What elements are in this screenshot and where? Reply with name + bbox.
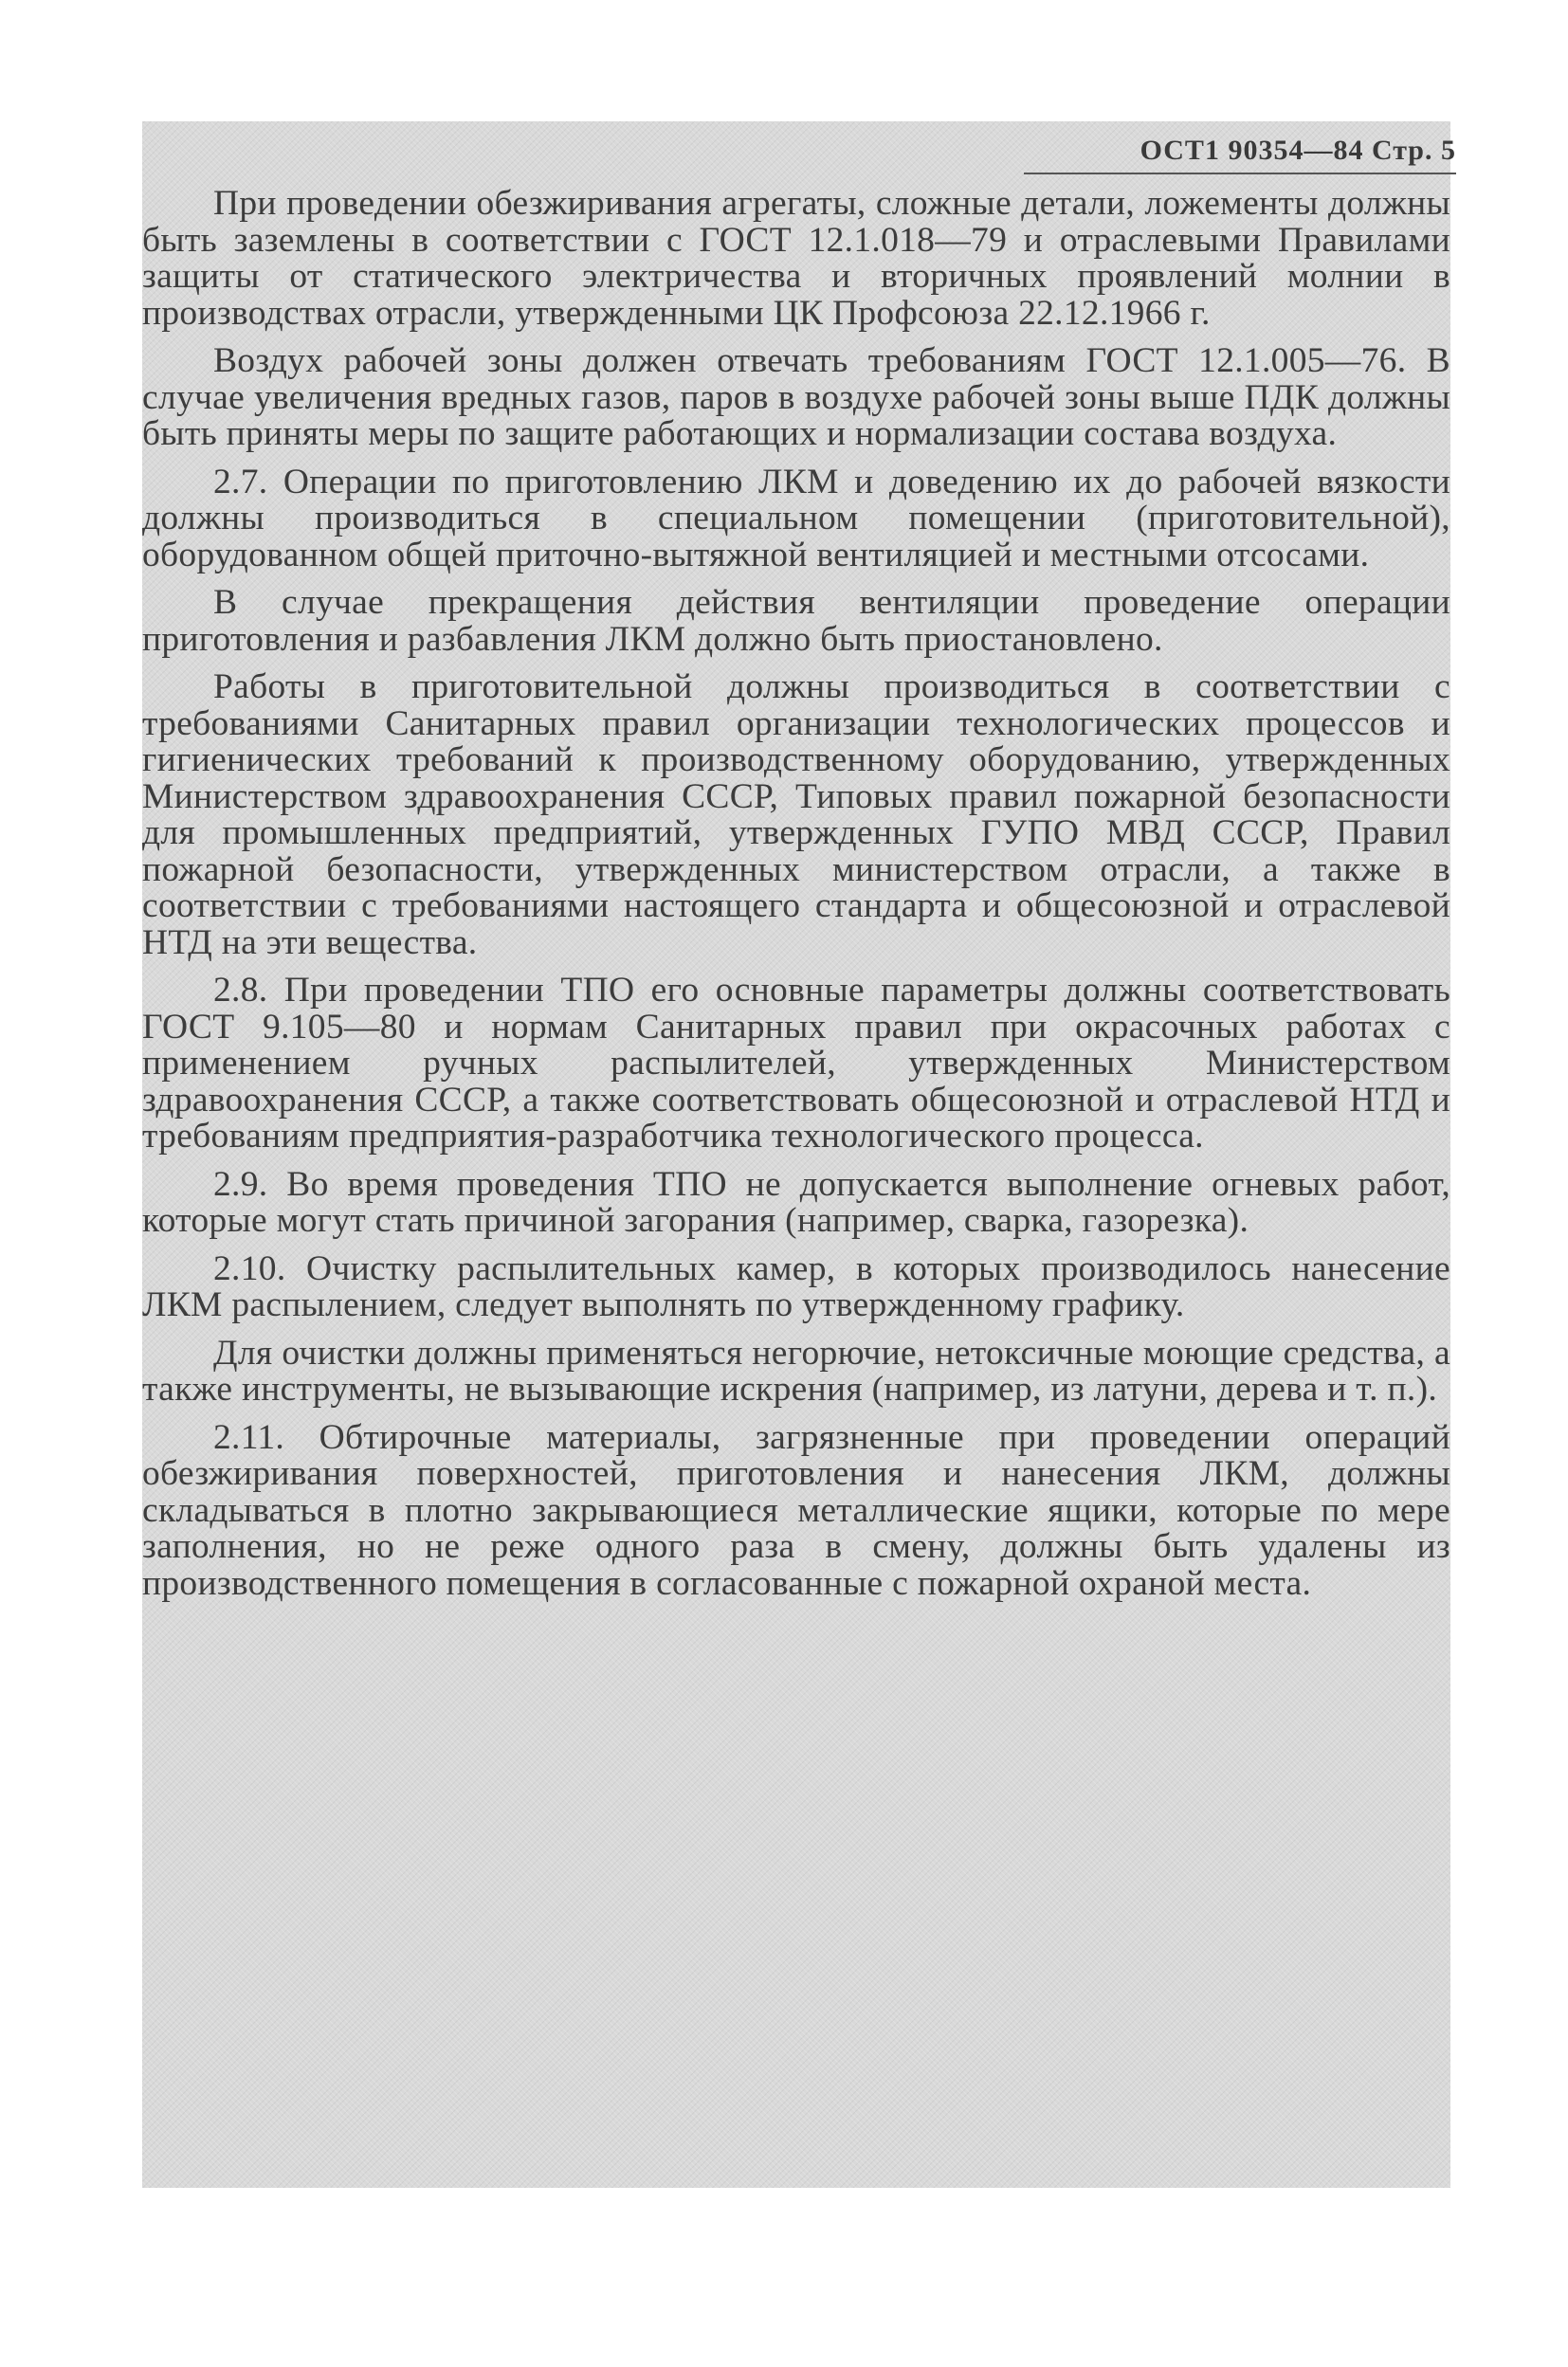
page-header: ОСТ1 90354—84 Стр. 5 [1140, 135, 1456, 166]
paragraph: Работы в приготовительной должны производиться в соответствии с требованиями Санитарных правил организации технологических процессов и гигиенических требований к производственному оборудованию, утвержденных Министерством здравоохранения СССР, Типовых правил пожарной безопасности для промышленных предприятий, утвержденных ГУПО МВД СССР, Правил пожарной безопасности, утвержденных министерством отрасли, а также в соответствии с требованиями настоящего стандарта и общесоюзной и отраслевой НТД на эти вещества. [142, 667, 1450, 962]
paragraph: 2.11. Обтирочные материалы, загрязненные при проведении операций обезжиривания поверхностей, приготовления и нанесения ЛКМ, должны складываться в плотно закрывающиеся металлические ящики, которые по мере заполнения, но не реже одного раза в смену, должны быть удалены из производственного помещения в согласованные с пожарной охраной места. [142, 1417, 1450, 1603]
paragraph: В случае прекращения действия вентиляции проведение операции приготовления и разбавления ЛКМ должно быть приостановлено. [142, 583, 1450, 659]
paragraph: 2.9. Во время проведения ТПО не допускается выполнение огневых работ, которые могут стать причиной загорания (например, сварка, газорезка). [142, 1164, 1450, 1240]
paragraph: При проведении обезжиривания агрегаты, сложные детали, ложементы должны быть заземлены в соответствии с ГОСТ 12.1.018—79 и отраслевыми Правилами защиты от статического электричества и вторичных проявлений молнии в производствах отрасли, утвержденными ЦК Профсоюза 22.12.1966 г. [142, 184, 1450, 333]
document-body [142, 186, 1450, 1613]
paragraph: Для очистки должны применяться негорючие, нетоксичные моющие средства, а также инструменты, не вызывающие искрения (например, из латуни, дерева и т. п.). [142, 1333, 1450, 1409]
header-underline [1024, 173, 1456, 174]
paragraph: Воздух рабочей зоны должен отвечать требованиям ГОСТ 12.1.005—76. В случае увеличения вредных газов, паров в воздухе рабочей зоны выше ПДК должны быть приняты меры по защите работающих и нормализации состава воздуха. [142, 341, 1450, 453]
paragraph: 2.8. При проведении ТПО его основные параметры должны соответствовать ГОСТ 9.105—80 и нормам Санитарных правил при окрасочных работах с применением ручных распылителей, утвержденных Министерством здравоохранения СССР, а также соответствовать общесоюзной и отраслевой НТД и требованиям предприятия-разработчика технологического процесса. [142, 971, 1450, 1156]
paragraph: 2.10. Очистку распылительных камер, в которых производилось нанесение ЛКМ распылением, следует выполнять по утвержденному графику. [142, 1248, 1450, 1324]
paragraph: 2.7. Операции по приготовлению ЛКМ и доведению их до рабочей вязкости должны производиться в специальном помещении (приготовительной), оборудованном общей приточно-вытяжной вентиляцией и местными отсосами. [142, 462, 1450, 574]
